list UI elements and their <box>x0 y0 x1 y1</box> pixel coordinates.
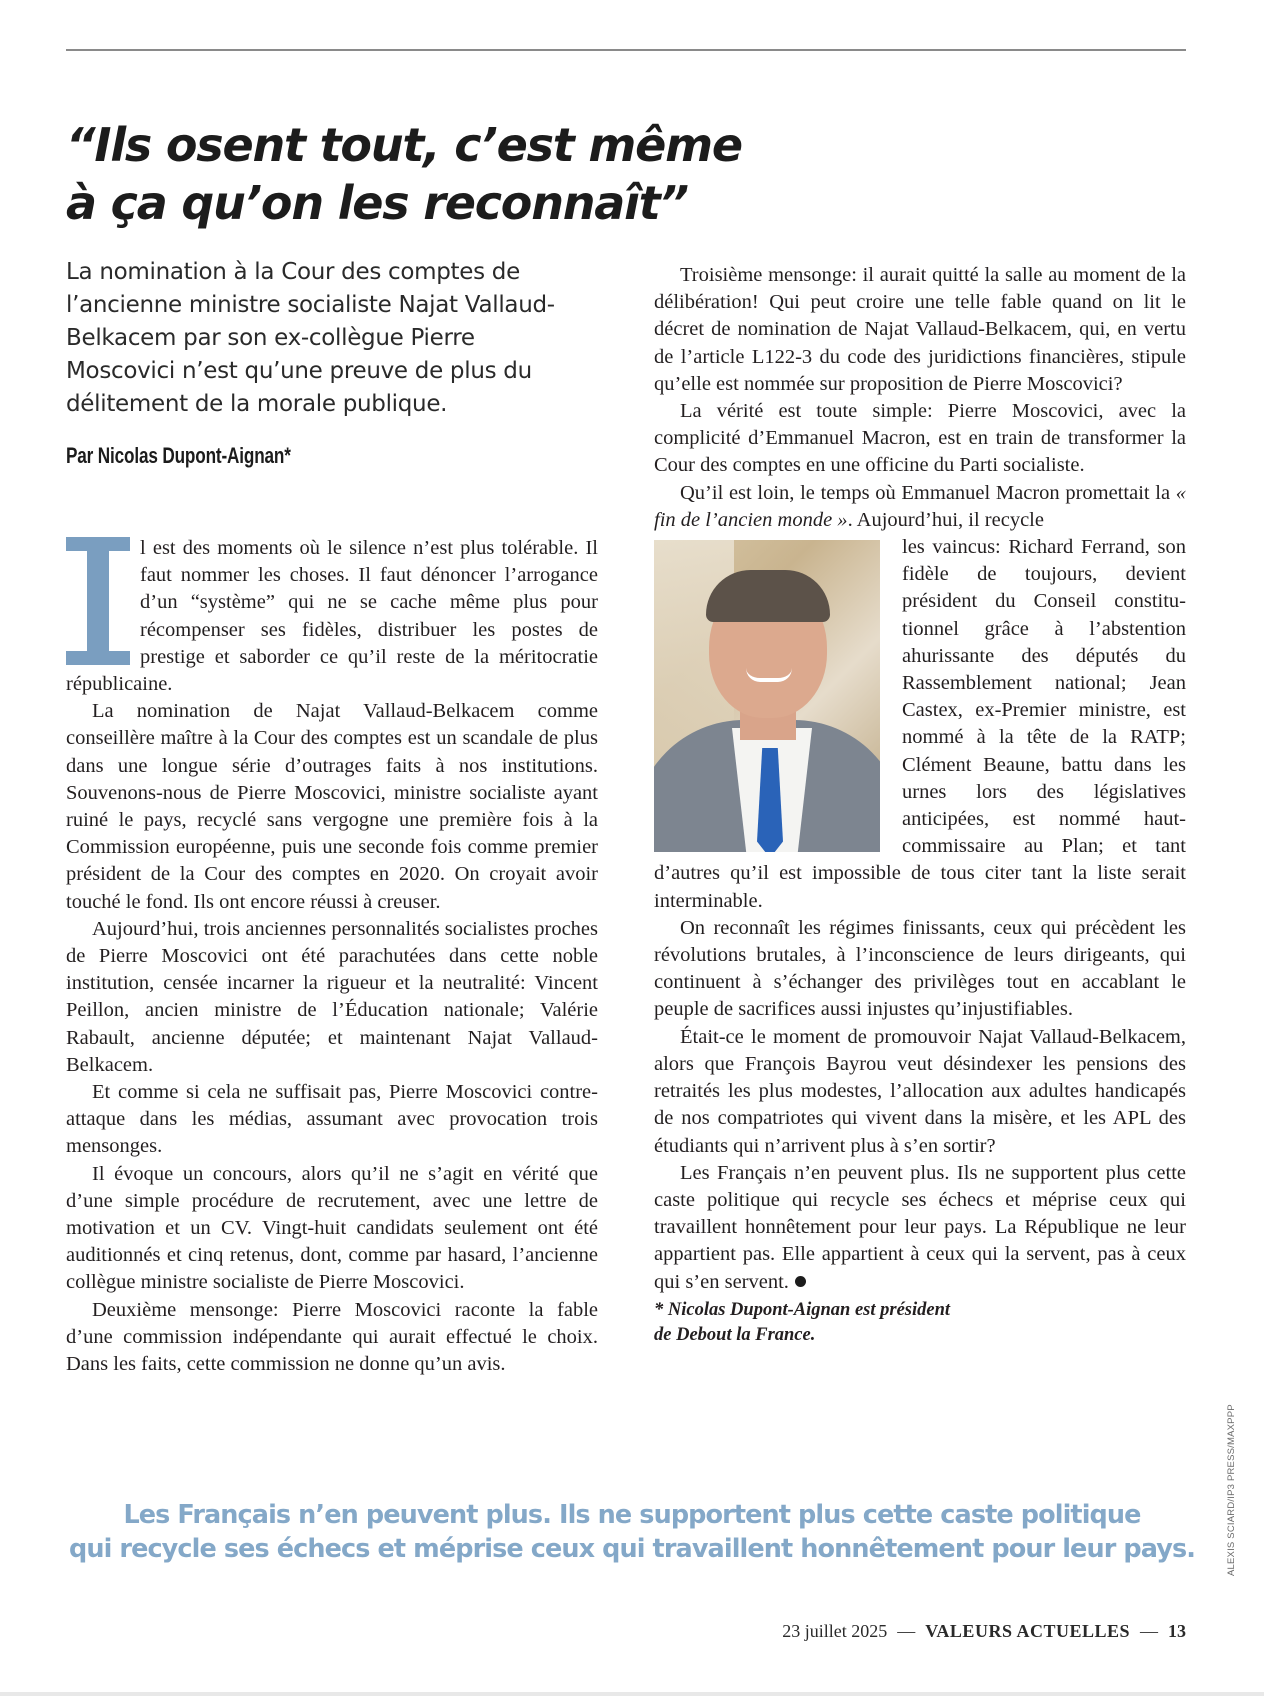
byline: Par Nicolas Dupont-Aignan* <box>66 443 291 468</box>
paragraph-12: Les Français n’en peuvent plus. Ils ne supportent plus cette caste politique qui recycle ses échecs et méprise ceux qui travaillent honnêtement pour leur pays. La République ne leur appartient pas. Elle appartient à ceux qui la servent, pas à ceux qui s’en servent. <box>654 1161 1186 1293</box>
paragraph-10: On reconnaît les régimes finissants, ceux qui précèdent les révolutions brutales, à l’inconscience de leurs dirigeants, qui continuent à s’échanger des privilèges tout en accablant le peuple de sacrifices aussi injustes qu’injustifiables. <box>654 916 1186 1021</box>
page-number: 13 <box>1168 1621 1186 1641</box>
paragraph-1 <box>66 535 598 698</box>
headline-line-1: “Ils osent tout, c’est même <box>66 118 742 172</box>
article-column-2 <box>654 262 1186 1348</box>
quote-italic: « fin de l’ancien monde » <box>654 481 1186 531</box>
paragraph-5: Il évoque un concours, alors qu’il ne s’agit en vérité que d’une simple procédure de recrutement, avec une lettre de motivation et un CV. Vingt-huit candidats seulement ont été auditionnés et cinq retenus, dont, comme par hasard, l’ancienne collègue ministre socialiste de Pierre Moscovici. <box>66 1162 598 1294</box>
photo-credit: ALEXIS SCIARD/IP3 PRESS/MAXPPP <box>1226 1404 1237 1576</box>
pull-quote-line-1: Les Français n’en peuvent plus. Ils ne supportent plus cette caste politique <box>123 1500 1141 1530</box>
issue-date: 23 juillet 2025 <box>782 1621 888 1641</box>
headline-line-2: à ça qu’on les reconnaît” <box>66 176 688 230</box>
paragraph-1-text: l est des moments où le silence n’est plus tolérable. Il faut nommer les choses. Il faut dénoncer l’arrogance d’un “système” qui ne se cache même plus pour récompenser ses fidèles, distribuer les postes de prestige et saborder ce qu’il reste de la méritocratie républicaine. <box>66 537 598 696</box>
author-footnote: * Nicolas Dupont-Aignan est président de Debout la France. <box>654 1299 951 1345</box>
paragraph-6: Deuxième mensonge: Pierre Moscovici raconte la fable d’une commission indépendante qui aurait effectué le choix. Dans les faits, cette commission ne donne qu’un avis. <box>66 1298 598 1376</box>
author-photo <box>654 540 880 852</box>
paragraph-7: Troisième mensonge: il aurait quitté la salle au moment de la délibération! Qui peut croire une telle fable quand on lit le décret de nomination de Najat Vallaud-Belkacem, qui, en vertu de l’article L122-3 du code des juridictions financières, stipule qu’elle est nommée sur proposition de Pierre Moscovici? <box>654 264 1186 395</box>
paragraph-3: Aujourd’hui, trois anciennes personnalités socialistes proches de Pierre Moscovici ont été parachutées dans cette noble institution, censée incarner la rigueur et la neutralité: Vincent Peillon, ancien ministre de l’Éducation nationale; Valérie Rabault, ancienne députée; et maintenant Najat Vallaud-Belkacem. <box>66 917 598 1076</box>
dropcap-letter <box>66 537 130 665</box>
headline <box>66 116 742 232</box>
pull-quote-line-2: qui recycle ses échecs et méprise ceux qui travaillent honnêtement pour leur pays. <box>68 1534 1196 1564</box>
article-column-1 <box>66 535 598 1378</box>
pull-quote <box>40 1498 1224 1566</box>
paragraph-8: La vérité est toute simple: Pierre Moscovici, avec la complicité d’Emmanuel Macron, est en train de transformer la Cour des comptes en une officine du Parti socialiste. <box>654 400 1186 477</box>
page-edge <box>0 1692 1264 1696</box>
publication-name: VALEURS ACTUELLES <box>925 1621 1130 1641</box>
paragraph-9-continued: les vaincus: Richard Ferrand, son fidèle de toujours, devient président du Conseil constitutionnel grâce à l’abstention ahurissante des députés du Rassemblement national; Jean Castex, ex-Premier ministre, est nommé à la tête de la RATP; Clément Beaune, battu dans les urnes lors des législatives anticipées, est nommé haut-commissaire au Plan; et tant d’autres qu’il est impossible de tous citer tant la liste serait interminable. <box>654 534 1186 915</box>
paragraph-11: Était-ce le moment de promouvoir Najat Vallaud-Belkacem, alors que François Bayrou veut désindexer les pensions des retraités les plus modestes, l’allocation aux adultes handicapés de nos compatriotes qui vivent dans la misère, et les APL des étudiants qui n’arrivent plus à s’en sortir? <box>654 1025 1186 1157</box>
paragraph-2: La nomination de Najat Vallaud-Belkacem comme conseillère maître à la Cour des comptes est un scandale de plus dans une longue série d’outrages faits à nos institutions. Souvenons-nous de Pierre Moscovici, ministre socialiste ayant ruiné le pays, recyclé sans vergogne une première fois à la Commission européenne, puis une seconde fois comme premier président de la Cour des comptes en 2020. On croyait avoir touché le fond. Ils ont encore réussi à creuser. <box>66 700 598 913</box>
paragraph-9: Qu’il est loin, le temps où Emmanuel Macron promettait la « fin de l’ancien monde ». Aujourd’hui, il recycle <box>654 481 1186 531</box>
page-footer: 23 juillet 2025 — VALEURS ACTUELLES — 13 <box>782 1621 1186 1641</box>
end-of-article-bullet-icon <box>795 1276 806 1287</box>
paragraph-4: Et comme si cela ne suffisait pas, Pierre Moscovici contre-attaque dans les médias, assumant avec provocation trois mensonges. <box>66 1081 598 1158</box>
top-rule <box>66 49 1186 51</box>
standfirst: La nomination à la Cour des comptes de l’ancienne ministre socialiste Najat Vallaud-Belkacem par son ex-collègue Pierre Moscovici n’est qu’une preuve de plus du délitement de la morale publique. <box>66 259 555 417</box>
